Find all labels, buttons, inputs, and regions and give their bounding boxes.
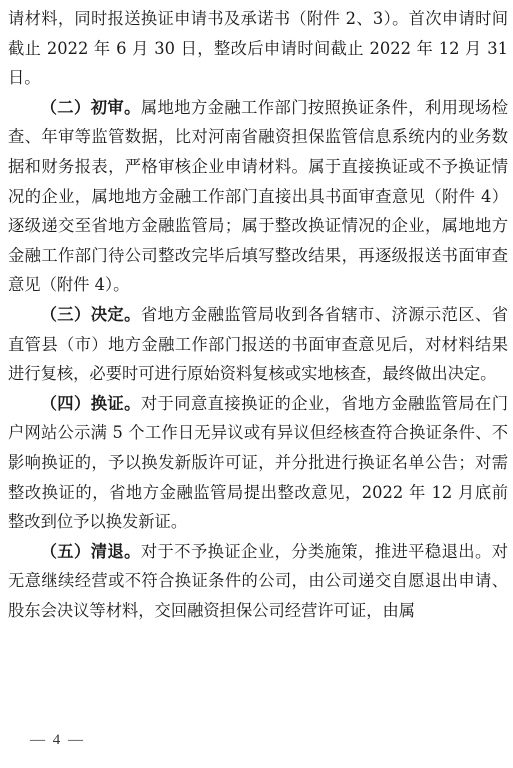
paragraph-preliminary-review <box>8 93 508 300</box>
paragraph-decision <box>8 300 508 389</box>
paragraph-text: 属地地方金融工作部门按照换证条件，利用现场检查、年审等监管数据，比对河南省融资担保监管信息系统内的业务数据和财务报表，严格审核企业申请材料。属于直接换证或不予换证情况的企业，属地地方金融工作部门直接出具书面审查意见（附件 4）逐级递交至省地方金融监管局；属于整改换证情况的企业，属地地方金融工作部门待公司整改完毕后填写整改结果，再逐级报送书面审查意见（附件 4）。 <box>8 97 508 295</box>
paragraph-text: 对于不予换证企业，分类施策，推进平稳退出。对无意继续经营或不符合换证条件的公司，由公司递交自愿退出申请、股东会决议等材料，交回融资担保公司经营许可证，由属 <box>8 541 508 620</box>
section-heading: （二）初审。 <box>40 97 141 117</box>
section-heading: （五）清退。 <box>40 541 141 561</box>
paragraph-clearance <box>8 537 508 626</box>
paragraph-text: 省地方金融监管局收到各省辖市、济源示范区、省直管县（市）地方金融工作部门报送的书面审查意见后，对材料结果进行复核，必要时可进行原始资料复核或实地核查，最终做出决定。 <box>8 304 508 384</box>
paragraph-text: 请材料，同时报送换证申请书及承诺书（附件 2、3）。首次申请时间截止 2022 年 6 月 30 日，整改后申请时间截止 2022 年 12 月 31 日。 <box>8 9 508 88</box>
paragraph-text: 对于同意直接换证的企业，省地方金融监管局在门户网站公示满 5 个工作日无异议或有异议但经核查符合换证条件、不影响换证的，予以换发新版许可证，并分批进行换证名单公告；对需整改换证的，省地方金融监管局提出整改意见，2022 年 12 月底前整改到位予以换发新证。 <box>8 393 508 532</box>
document-body <box>8 4 508 625</box>
paragraph-license-exchange <box>8 389 508 537</box>
paragraph-continued <box>8 4 508 93</box>
section-heading: （四）换证。 <box>40 393 141 413</box>
page-number: — 4 — <box>30 732 85 748</box>
section-heading: （三）决定。 <box>40 304 141 324</box>
